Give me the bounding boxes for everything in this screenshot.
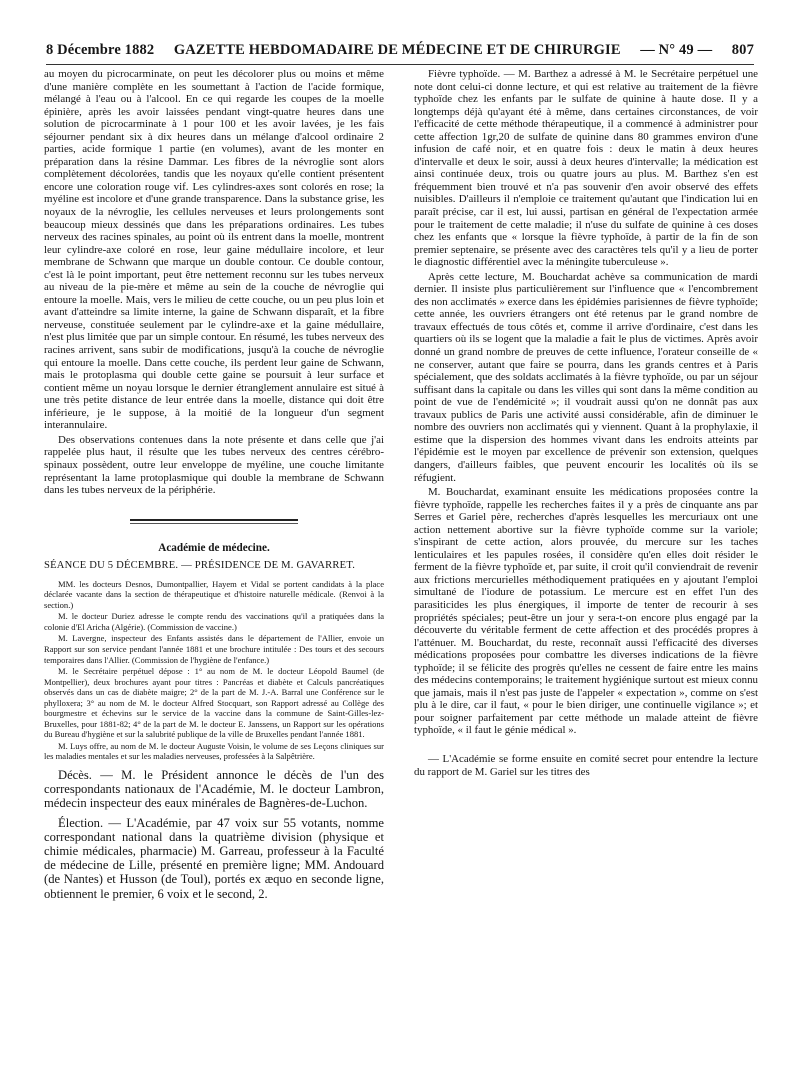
announcements-block: [44, 768, 384, 901]
header-date: 8 Décembre 1882: [46, 42, 155, 58]
paragraph: Des observations contenues dans la note présente et dans celle que j'ai rappelée plus haut, il résulte que les tubes nerveux des centres cérébro-spinaux possèdent, outre leur enveloppe de myéline, une couche limitante représentant la lame protoplasmique qui double la membrane de Schwann dans les tubes nerveux de la périphérie.: [44, 433, 384, 497]
header-rule: [46, 64, 754, 65]
notice-paragraph: M. Luys offre, au nom de M. le docteur Auguste Voisin, le volume de ses Leçons cliniques sur les maladies mentales et sur les maladies nerveuses, professées à la Salpêtrière.: [44, 740, 384, 762]
page-header: [46, 42, 754, 62]
paragraph: — L'Académie se forme ensuite en comité secret pour entendre la lecture du rapport de M. Gariel sur les titres des: [414, 752, 758, 778]
spacer: [414, 737, 758, 753]
header-page-number: 807: [731, 42, 754, 58]
header-title: GAZETTE HEBDOMADAIRE DE MÉDECINE ET DE CHIRURGIE: [173, 42, 621, 58]
notice-paragraph: M. Lavergne, inspecteur des Enfants assistés dans le département de l'Allier, envoie un Rapport sur son service pendant l'année 1881 et une brochure intitulée : Des tours et des secours temporaires dans l'Allier. (Commission de l'hygiène de l'enfance.): [44, 633, 384, 665]
session-heading: SÉANCE DU 5 DÉCEMBRE. — PRÉSIDENCE DE M. GAVARRET.: [44, 560, 356, 572]
deces-paragraph: Décès. — M. le Président annonce le décès de l'un des correspondants nationaux de l'Académie, M. le docteur Lambron, médecin inspecteur des eaux minérales de Bagnères-de-Luchon.: [44, 767, 384, 811]
section-divider: [130, 519, 298, 524]
election-paragraph: Élection. — L'Académie, par 47 voix sur 55 votants, nomme correspondant national dans la quatrième division (physique et chimie médicales, pharmacie) M. Garreau, professeur à la Faculté de médecine de Lille, présenté en première ligne; MM. Andouard (de Nantes) et Husson (de Toul), portés ex æquo en seconde ligne, obtiennent le premier, 6 voix et le second, 2.: [44, 815, 384, 901]
header-number: — N° 49 —: [640, 42, 713, 58]
paragraph: M. Bouchardat, examinant ensuite les médications proposées contre la fièvre typhoïde, rappelle les recherches faites il y a près de cinquante ans par Serres et Gariel père, recherches d'après lesquelles les mercuriaux ont une action nettement abortive sur la fièvre typhoïde comme sur la variole; s'inspirant de cette action, alors prouvée, du mercure sur les taches lenticulaires et les papules rosées, il considère qu'en elles doit résider le ferment de la fièvre typhoïde et, par suite, il croit qu'il conviendrait de revenir aux frictions mercurielles méthodiquement pratiquées en y ajoutant l'emploi simultané de l'iodure de potassium. Le mercure est en effet l'un des parasiticides les plus énergiques, il importe de tenter de recourir à ses propriétés spéciales; peut-être un jour y sera-t-on encore plus engagé par la découverte du véritable ferment de cette affection et des procédés propres à l'atténuer. M. Bouchardat, du reste, reconnaît aussi l'efficacité des diverses médications proposées pour combattre les diverses indications de la fièvre typhoïde; il se félicite des progrès qu'elles ne cessent de faire entre les mains des médecins contemporains; le traitement hygiénique surtout est mieux connu que jamais, mais il n'est pas juste de l'appeler « expectation », comme on s'est plu à le dire, car il faut, « pour le bien diriger, une continuelle vigilance »; et pour soigner parfaitement par cette méthode un malade atteint de fièvre typhoïde, « il faut le génie médical ».: [414, 486, 758, 737]
left-column: [44, 68, 384, 901]
right-column: [414, 68, 758, 778]
paragraph: Après cette lecture, M. Bouchardat achève sa communication de mardi dernier. Il insiste plus particulièrement sur l'influence que « l'encombrement des non acclimatés » exerce dans les épidémies parisiennes de fièvre typhoïde; cette année, les ouvriers étrangers ont été retenus par le grand nombre de travaux effectués de tous côtés et, comme il arrive d'ordinaire, c'est dans les quartiers où ils se logent que la maladie a fait le plus de victimes. Après avoir donné un grand nombre de preuves de cette influence, l'orateur conseille de « ne conserver, autant que faire se pourra, dans les grands centres et à Paris spécialement, que des soldats acclimatés à la fièvre typhoïde, ou par un séjour suffisant dans la capitale ou dans les villes qui sont dans la même condition au point de vue de l'endémicité »; il voudrait aussi qu'on ne donnât pas aux travaux publics de Paris une activité aussi considérable, afin de diminuer le nombre des ouvriers non acclimatés qui y viennent. Quant à la prophylaxie, il estime que la dispersion des hommes vivant dans les endroits atteints par l'épidémie est le moyen par excellence de prévenir son extension, quelques dangers, d'ailleurs faibles, que peuvent encourir les localités où ils se réfugient.: [414, 270, 758, 484]
section-title: Académie de médecine.: [158, 541, 270, 554]
notices-block: [44, 579, 384, 762]
notice-paragraph: M. le Secrétaire perpétuel dépose : 1° au nom de M. le docteur Léopold Baumel (de Montpellier), deux brochures ayant pour titres : Pancréas et diabète et Calculs pancréatiques observés dans un cas de diabète maigre; 2° de la part de M. J.-A. Barral une Conférence sur le phylloxera; 3° au nom de M. le docteur Alfred Stocquart, son Rapport adressé au Collège des bourgmestre et échevins sur le service de la vaccine dans la commune de Saint-Gilles-lez-Bruxelles, pour 1881-82; 4° de la part de M. le docteur E. Janssens, un Rapport sur les opérations du Bureau d'hygiène et sur la salubrité publique de la ville de Bruxelles pendant l'année 1881.: [44, 666, 384, 740]
paragraph: Fièvre typhoïde. — M. Barthez a adressé à M. le Secrétaire perpétuel une note dont celui-ci donne lecture, et qui est relative au traitement de la fièvre typhoïde chez les enfants par le sulfate de quinine à haute dose. Il y a longtemps déjà qu'ayant été à même, dans certaines circonstances, de voir l'efficacité de cette méthode thérapeutique, il a commencé à administrer pour cette affection 1gr,20 de sulfate de quinine dans 80 grammes environ d'une infusion de café noir, et en quatre fois : deux le matin à deux heures d'intervalle et deux le soir, aussi à deux heures d'intervalle; la médication est ainsi continuée deux, trois ou quatre jours au plus. M. Barthez s'en est fréquemment bien trouvé et n'a pas souvenir d'en avoir observé des effets nuisibles. D'ailleurs il n'emploie ce traitement qu'autant que l'indication lui en paraît précise, car il est, lui aussi, partisan en général de l'expectation armée pour le traitement de cette maladie; il n'use du sulfate de quinine à ces doses chez les enfants que « lorsque la fièvre typhoïde, à partir de la fin de son premier septenaire, se présente avec des caractères tels qu'il y a lieu de porter le diagnostic différentiel avec la méningite tuberculeuse ».: [414, 68, 758, 269]
notice-paragraph: MM. les docteurs Desnos, Dumontpallier, Hayem et Vidal se portent candidats à la place déclarée vacante dans la section de thérapeutique et d'histoire naturelle médicale. (Renvoi à la section.): [44, 578, 384, 610]
notice-paragraph: M. le docteur Duriez adresse le compte rendu des vaccinations qu'il a pratiquées dans la colonie d'El Aricha (Algérie). (Commission de vaccine.): [44, 611, 384, 632]
paragraph: au moyen du picrocarminate, on peut les décolorer plus ou moins et même d'une manière complète en les soumettant à l'action de l'acide formique, mélangé à l'eau ou à l'alcool. En ce qui regarde les coupes de la moelle épinière, après les avoir laissées pendant vingt-quatre heures dans une solution de picrocarminate à 1 pour 100 et les avoir lavées, je les fais séjourner pendant six à dix heures dans un mélange d'alcool ordinaire 2 parties, acide formique 1 partie (en volumes), avant de les monter en préparation dans la résine Dammar. Les fibres de la névroglie sont alors complètement décolorées, tandis que les noyaux qu'elle contient présentent encore une coloration rouge vif. Les cylindres-axes sont colorés en rose; la myéline est incolore et d'une grande transparence. Dans la substance grise, les noyaux de la névroglie, les cellules nerveuses et leurs prolongements sont beaucoup mieux dessinés que dans les préparations ordinaires. Les tubes nerveux des racines spinales, au point où ils entrent dans la moelle, montrent leur cylindre-axe coloré en rose, leur gaine médullaire incolore, et leur membrane de Schwann que marque un double contour. Ce double contour, c'est là le point important, peut être nettement reconnu sur les tubes nerveux au niveau de la pie-mère et même au sein de la couche de névroglie qui entoure la moelle. Mais, vers le milieu de cette couche, ou un peu plus loin et avant d'atteindre sa limite interne, la gaine de Schwann disparaît, et la fibre nerveuse, constituée seulement par le cylindre-axe et la gaine médullaire, n'est plus limitée que par un simple contour. En résumé, les tubes nerveux des racines arrivent, sans subir de modifications, jusqu'à la couche de névroglie qui entoure la moelle. Dans cette couche, ils perdent leur gaine de Schwann, mais le protoplasma qui double cette gaine se poursuit à leur surface et contient même un noyau lorsque le dernier étranglement annulaire est situé à une très petite distance de leur entrée dans la moelle, distance qui doit être inférieure, je le suppose, à la moitié de la longueur d'un segment interannulaire.: [44, 68, 384, 432]
